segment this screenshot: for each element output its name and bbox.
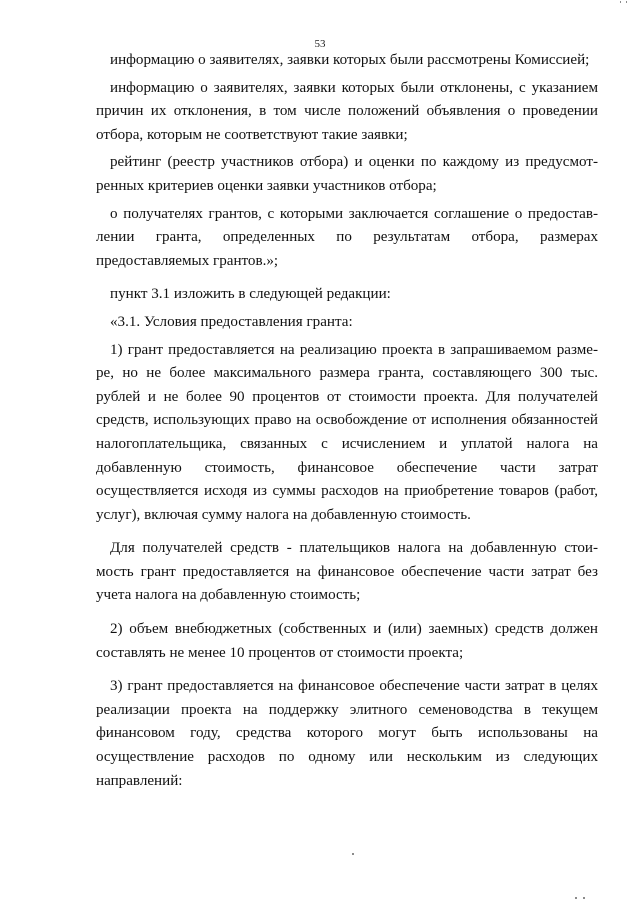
scan-speck (352, 853, 354, 855)
page-number: 53 (314, 38, 326, 50)
scan-speck (575, 897, 577, 899)
paragraph-condition-1: 1) грант предоставляется на реализацию проекта в запрашиваемом размере, но не более максимального размера гранта, составляющего 300 тыс. рублей и не более 90 процентов от стоимости проекта. Для получателей средств, использующих право на освобождение от исполнения обязанностей налогоплательщика, связанных с исчислением и уплатой налога на добавленную стоимость, финансовое обеспечение части затрат осуществляется исходя из суммы расходов на приобретение товаров (работ, услуг), включая сумму налога на добавленную стоимость. (96, 341, 598, 523)
paragraph-grant-recipients: о получателях грантов, с которыми заключается соглашение о предоставлении гранта, определенных по результатам отбора, размерах предоставляемых грантов.»; (96, 205, 598, 269)
scan-speck (583, 897, 585, 899)
paragraph-point-3-1-title: «3.1. Условия предоставления гранта: (110, 313, 353, 330)
paragraph-condition-2: 2) объем внебюджетных (собственных и (или) заемных) средств должен составлять не менее 10 процентов от стоимости проекта; (96, 621, 598, 661)
scan-speck (620, 1, 621, 3)
paragraph-rating-registry: рейтинг (реестр участников отбора) и оценки по каждому из предусмотренных критериев оценки заявки участников отбора; (96, 154, 598, 194)
paragraph-applicants-rejected: информацию о заявителях, заявки которых были отклонены, с указанием причин их отклонения, в том числе положений объявления о проведении отбора, которым не соответствуют такие заявки; (96, 79, 598, 143)
paragraph-condition-3: 3) грант предоставляется на финансовое обеспечение части затрат в целях реализации проекта на поддержку элитного семеноводства в текущем финансовом году, средства которого могут быть использованы на осуществление расходов по одному или нескольким из следующих направлений: (96, 678, 598, 789)
document-body (96, 49, 598, 793)
paragraph-applicants-reviewed: информацию о заявителях, заявки которых были рассмотрены Комиссией; (110, 52, 590, 68)
paragraph-point-3-1-intro: пункт 3.1 изложить в следующей редакции: (110, 286, 391, 303)
scan-speck (626, 1, 627, 3)
paragraph-vat-payers: Для получателей средств - плательщиков налога на добавленную стоимость грант предоставляется на финансовое обеспечение части затрат без учета налога на добавленную стоимость; (96, 540, 598, 604)
